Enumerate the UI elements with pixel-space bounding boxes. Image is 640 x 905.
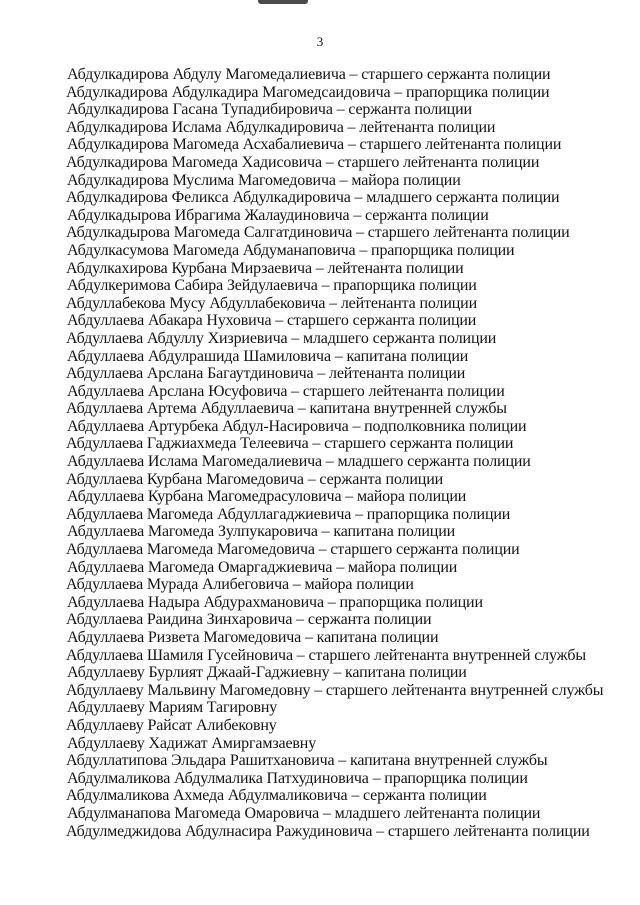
list-item: Абдуллаеву Райсат Алибековну — [66, 716, 277, 734]
list-item: Абдуллаеву Мальвину Магомедовну – старшего лейтенанта внутренней службы — [66, 681, 604, 699]
list-item: Абдуллаева Абакара Нуховича – старшего сержанта полиции — [67, 312, 477, 330]
list-item: Абдуллаева Артурбека Абдул-Насировича – подполковника полиции — [67, 417, 527, 435]
list-item: Абдуллаева Магомеда Зулпукаровича – капитана полиции — [67, 523, 456, 541]
list-item: Абдуллаева Артема Абдуллаевича – капитана внутренней службы — [66, 400, 507, 418]
list-item: Абдуллаева Магомеда Абдуллагаджиевича – прапорщика полиции — [66, 505, 511, 523]
list-item: Абдуллаева Ризвета Магомедовича – капитана полиции — [67, 629, 439, 646]
list-item: Абдуллаева Арслана Юсуфовича – старшего лейтенанта полиции — [67, 382, 505, 400]
list-item: Абдуллаева Ислама Магомедалиевича – младшего сержанта полиции — [67, 453, 531, 471]
list-item: Абдулкадырова Магомеда Салгатдиновича – старшего лейтенанта полиции — [66, 224, 570, 242]
list-item: Абдуллаева Абдуллу Хизриевича – младшего сержанта полиции — [66, 329, 497, 347]
list-item: Абдулкасумова Магомеда Абдуманаповича – прапорщика полиции — [67, 241, 515, 259]
list-item: Абдуллаева Курбана Магомедрасуловича – майора полиции — [67, 488, 467, 506]
list-item: Абдуллаева Шамиля Гусейновича – старшего лейтенанта внутренней службы — [66, 646, 586, 664]
list-item: Абдуллаева Раидина Зинхаровича – сержанта полиции — [66, 611, 432, 629]
list-item: Абдулкадирова Магомеда Асхабалиевича – старшего лейтенанта полиции — [67, 136, 562, 154]
list-item: Абдулкадирова Гасана Тупадибировича – сержанта полиции — [67, 101, 472, 119]
list-item: Абдулкеримова Сабира Зейдулаевича – прапорщика полиции — [67, 277, 477, 295]
list-item: Абдулманапова Магомеда Омаровича – младшего лейтенанта полиции — [67, 804, 541, 822]
list-item: Абдулкадирова Муслима Магомедовича – майора полиции — [67, 171, 461, 189]
list-item: Абдуллаева Мурада Алибеговича – майора полиции — [66, 576, 414, 594]
list-item: Абдулкадирова Абдулкадира Магомедсаидовича – прапорщика полиции — [66, 83, 550, 101]
list-item: Абдулкадирова Ислама Абдулкадировича – лейтенанта полиции — [66, 118, 496, 136]
list-item: Абдулмеджидова Абдулнасира Ражудиновича – старшего лейтенанта полиции — [66, 822, 590, 840]
scan-edge-mark — [258, 0, 308, 4]
list-item: Абдуллаева Надыра Абдурахмановича – прапорщика полиции — [67, 593, 483, 611]
page-number: 3 — [316, 34, 324, 49]
list-item: Абдуллаеву Бурлият Джаай-Гаджиевну – капитана полиции — [67, 664, 467, 682]
list-item: Абдуллаева Гаджиахмеда Телеевича – старшего сержанта полиции — [66, 435, 514, 453]
list-item: Абдулмаликова Абдулмалика Патхудиновича – прапорщика полиции — [67, 769, 528, 787]
list-item: Абдуллаеву Мариям Тагировну — [67, 699, 278, 717]
list-item: Абдуллабекова Мусу Абдуллабековича – лейтенанта полиции — [66, 294, 477, 312]
list-item: Абдуллаева Курбана Магомедовича – сержанта полиции — [66, 470, 444, 488]
list-item: Абдулкадирова Магомеда Хадисовича – старшего лейтенанта полиции — [66, 153, 540, 171]
list-item: Абдуллатипова Эльдара Рашитхановича – капитана внутренней службы — [66, 752, 548, 770]
list-item: Абдуллаева Арслана Багаутдиновича – лейтенанта полиции — [66, 365, 466, 383]
list-item: Абдулмаликова Ахмеда Абдулмаликовича – сержанта полиции — [66, 787, 487, 805]
list-item: Абдуллаева Магомеда Магомедовича – старшего сержанта полиции — [66, 541, 520, 559]
list-item: Абдулкадирова Феликса Абдулкадировича – младшего сержанта полиции — [66, 189, 560, 207]
list-item: Абдуллаева Абдулрашида Шамиловича – капитана полиции — [67, 347, 469, 365]
list-item: Абдулкадырова Ибрагима Жалаудиновича – сержанта полиции — [67, 206, 489, 224]
list-item: Абдулкадирова Абдулу Магомедалиевича – старшего сержанта полиции — [67, 66, 551, 83]
award-list — [0, 66, 603, 840]
list-item: Абдуллаеву Хадижат Амиргамзаевну — [67, 734, 317, 752]
list-item: Абдуллаева Магомеда Омаргаджиевича – майора полиции — [67, 558, 458, 576]
list-item: Абдулкахирова Курбана Мирзаевича – лейтенанта полиции — [66, 259, 464, 277]
